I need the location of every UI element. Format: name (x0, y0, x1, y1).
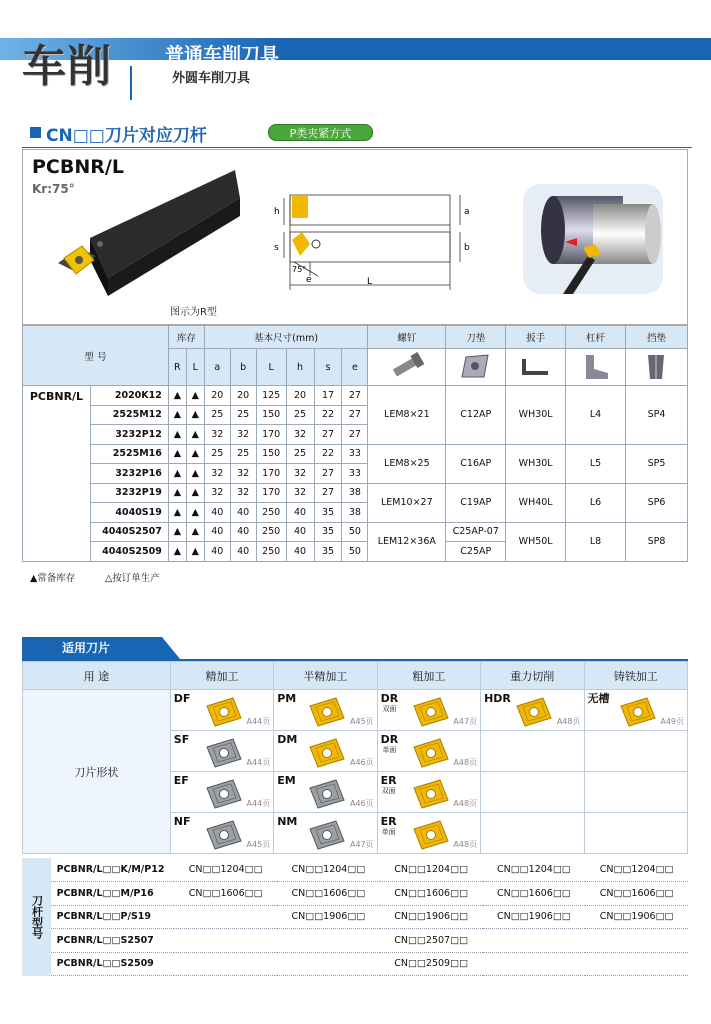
insert-grade: CN□□1204□□ (174, 858, 277, 882)
cell-a: 25 (204, 444, 230, 464)
col-dims: 基本尺寸(mm) (204, 326, 368, 349)
category-title: 车削 (22, 41, 112, 92)
cell-l: ▲ (186, 542, 204, 562)
insert-code-text: NF (173, 815, 191, 828)
insert-icon (617, 696, 659, 731)
cell-a: 32 (204, 464, 230, 484)
cell-r: ▲ (168, 503, 186, 523)
section-bullet-icon (30, 127, 41, 138)
insert-grade: CN□□1204□□ (380, 858, 483, 882)
page-ref: A48页 (453, 799, 478, 808)
cell-e: 33 (342, 464, 368, 484)
holder-side-label: 刀杆型号 (22, 858, 51, 976)
cell-s: 22 (314, 444, 342, 464)
insert-code (174, 693, 191, 704)
spec-row (23, 444, 688, 464)
insert-cell (170, 731, 273, 772)
cell-h: 40 (286, 542, 314, 562)
page-ref: A47页 (453, 717, 478, 726)
col-heavy: 重力切削 (481, 662, 584, 690)
insert-grade: CN□□1204□□ (585, 858, 688, 882)
cell-b: 32 (230, 425, 256, 445)
cell-screw: LEM12×36A (368, 522, 446, 561)
col-use: 用 途 (23, 662, 171, 690)
cell-L: 125 (256, 386, 286, 406)
cell-s: 17 (314, 386, 342, 406)
cell-l: ▲ (186, 425, 204, 445)
cell-s: 27 (314, 425, 342, 445)
col-finish: 精加工 (170, 662, 273, 690)
map-row (22, 952, 688, 976)
inserts-table (22, 661, 688, 854)
page-ref: A49页 (660, 717, 684, 726)
cell-wrench: WH40L (506, 483, 566, 522)
insert-grade (585, 952, 688, 976)
model-code: 3232P19 (90, 483, 168, 503)
col-screw: 螺钉 (368, 326, 446, 349)
insert-code-text: NM (277, 815, 298, 828)
model-code: 4040S2507 (90, 522, 168, 542)
insert-code-text: EF (173, 774, 189, 787)
insert-cell (377, 772, 480, 813)
col-shim: 挡垫 (625, 326, 687, 349)
cell-l: ▲ (186, 522, 204, 542)
cell-L: 150 (256, 405, 286, 425)
cell-r: ▲ (168, 386, 186, 406)
insert-cell (481, 813, 584, 854)
insert-side: 单面 (381, 828, 396, 836)
model-code: 3232P16 (90, 464, 168, 484)
insert-grade (174, 905, 277, 929)
col-rough: 粗加工 (377, 662, 480, 690)
insert-grade: CN□□1204□□ (483, 858, 586, 882)
cell-h: 25 (286, 405, 314, 425)
model-code: 3232P12 (90, 425, 168, 445)
insert-grade (277, 929, 380, 953)
dim-a: a (464, 207, 470, 217)
insert-code (277, 816, 297, 827)
holder-name: PCBNR/L□□M/P16 (51, 882, 175, 906)
header-divider (130, 66, 132, 100)
insert-cell (584, 690, 687, 731)
insert-cell (170, 813, 273, 854)
insert-row (23, 690, 688, 731)
cell-e: 50 (342, 522, 368, 542)
page-ref: A45页 (349, 717, 374, 726)
sub-b: b (230, 349, 256, 386)
map-row (22, 929, 688, 953)
insert-grade (277, 952, 380, 976)
cell-a: 40 (204, 522, 230, 542)
cell-a: 32 (204, 425, 230, 445)
insert-cell (481, 731, 584, 772)
insert-code-text: DM (277, 733, 298, 746)
page-ref: A46页 (349, 758, 374, 767)
cell-e: 27 (342, 425, 368, 445)
insert-code-text: SF (173, 733, 190, 746)
col-model: 型 号 (23, 326, 169, 386)
insert-cell (481, 772, 584, 813)
spec-row (23, 386, 688, 406)
cell-a: 40 (204, 542, 230, 562)
cell-s: 35 (314, 522, 342, 542)
cell-l: ▲ (186, 503, 204, 523)
cell-e: 27 (342, 405, 368, 425)
holder-name: PCBNR/L□□S2507 (51, 929, 175, 953)
insert-code (484, 693, 511, 704)
insert-grade: CN□□1906□□ (585, 905, 688, 929)
page-ref: A44页 (246, 799, 271, 808)
cell-screw: LEM10×27 (368, 483, 446, 522)
insert-grade (174, 929, 277, 953)
cell-pad: C25AP-07 (446, 522, 506, 542)
insert-grade (483, 929, 586, 953)
insert-grade: CN□□2509□□ (380, 952, 483, 976)
sub-l: L (186, 349, 204, 386)
sub-s: s (314, 349, 342, 386)
cell-pad: C25AP (446, 542, 506, 562)
insert-cell (274, 813, 377, 854)
cell-s: 27 (314, 464, 342, 484)
col-lever: 杠杆 (566, 326, 626, 349)
page-ref: A47页 (349, 840, 374, 849)
cell-L: 250 (256, 542, 286, 562)
insert-side: 单面 (382, 746, 397, 754)
insert-icon (203, 696, 245, 731)
insert-cell (170, 690, 273, 731)
clamp-type-badge: P类夹紧方式 (268, 124, 373, 141)
insert-icon (203, 737, 245, 772)
dim-L: L (367, 277, 373, 287)
cell-r: ▲ (168, 464, 186, 484)
insert-code-text: DR (380, 692, 399, 705)
insert-icon (513, 696, 555, 731)
cell-b: 40 (230, 542, 256, 562)
cell-l: ▲ (186, 444, 204, 464)
insert-grade: CN□□1204□□ (277, 858, 380, 882)
model-code: 4040S2509 (90, 542, 168, 562)
cell-pad: C19AP (446, 483, 506, 522)
page-ref: A48页 (453, 758, 478, 767)
cell-h: 25 (286, 444, 314, 464)
col-stock: 库存 (168, 326, 204, 349)
insert-grade (174, 952, 277, 976)
cell-e: 38 (342, 483, 368, 503)
sub-r: R (168, 349, 186, 386)
page-title: 普通车削刀具 (165, 44, 280, 66)
cell-r: ▲ (168, 483, 186, 503)
insert-icon (410, 819, 452, 854)
sub-len: L (256, 349, 286, 386)
insert-grade (585, 929, 688, 953)
cell-pad: C12AP (446, 386, 506, 445)
insert-code (174, 775, 189, 786)
tool-kr-angle: Kr:75° (32, 182, 75, 196)
sub-h: h (286, 349, 314, 386)
insert-code (381, 775, 397, 795)
col-pad: 刀垫 (446, 326, 506, 349)
cell-h: 32 (286, 425, 314, 445)
insert-icon (306, 737, 348, 772)
insert-grade: CN□□1906□□ (277, 905, 380, 929)
screw-icon (368, 349, 446, 386)
model-family: PCBNR/L (23, 386, 91, 562)
page-ref: A44页 (246, 758, 271, 767)
map-row (22, 905, 688, 929)
cell-r: ▲ (168, 542, 186, 562)
cell-wrench: WH30L (506, 386, 566, 445)
insert-icon (410, 778, 452, 813)
dim-s: s (274, 243, 279, 253)
cell-e: 33 (342, 444, 368, 464)
col-castiron: 铸铁加工 (584, 662, 687, 690)
insert-grade (483, 952, 586, 976)
insert-grade: CN□□1606□□ (380, 882, 483, 906)
pad-icon (446, 349, 506, 386)
spec-table (22, 325, 688, 562)
map-row (22, 858, 688, 882)
tool-model: PCBNR/L (32, 156, 124, 178)
cell-b: 40 (230, 503, 256, 523)
model-code: 2525M16 (90, 444, 168, 464)
shape-label: 刀片形状 (23, 690, 171, 854)
cell-lever: L6 (566, 483, 626, 522)
insert-code-text: ER (380, 815, 397, 828)
cell-h: 32 (286, 464, 314, 484)
cell-shim: SP4 (625, 386, 687, 445)
cell-screw: LEM8×25 (368, 444, 446, 483)
page-ref: A46页 (349, 799, 374, 808)
cell-b: 32 (230, 464, 256, 484)
insert-icon (203, 819, 245, 854)
insert-icon (410, 696, 452, 731)
sub-a: a (204, 349, 230, 386)
machining-photo (523, 184, 663, 294)
cell-l: ▲ (186, 405, 204, 425)
cell-wrench: WH50L (506, 522, 566, 561)
cell-L: 150 (256, 444, 286, 464)
section-title: CN□□刀片对应刀杆 (46, 126, 207, 146)
page-ref: A48页 (556, 717, 581, 726)
cell-l: ▲ (186, 464, 204, 484)
insert-code (174, 734, 189, 745)
insert-code-text: EM (277, 774, 296, 787)
insert-cell (481, 690, 584, 731)
insert-code-text: DF (173, 692, 191, 705)
col-wrench: 扳手 (506, 326, 566, 349)
spec-row (23, 522, 688, 542)
cell-s: 35 (314, 542, 342, 562)
cell-h: 40 (286, 522, 314, 542)
shim-icon (625, 349, 687, 386)
cell-lever: L4 (566, 386, 626, 445)
cell-s: 35 (314, 503, 342, 523)
cell-L: 170 (256, 483, 286, 503)
cell-l: ▲ (186, 483, 204, 503)
dim-h: h (274, 207, 280, 217)
model-code: 2020K12 (90, 386, 168, 406)
insert-grade: CN□□1606□□ (277, 882, 380, 906)
insert-code (277, 775, 295, 786)
insert-icon (306, 819, 348, 854)
holder-insert-map (22, 858, 688, 976)
holder-name: PCBNR/L□□P/S19 (51, 905, 175, 929)
insert-code-text: HDR (484, 692, 511, 705)
cell-L: 250 (256, 522, 286, 542)
cell-h: 40 (286, 503, 314, 523)
insert-grade: CN□□1606□□ (483, 882, 586, 906)
spec-row (23, 483, 688, 503)
insert-cell (584, 772, 687, 813)
insert-cell (170, 772, 273, 813)
page-ref: A48页 (453, 840, 478, 849)
insert-cell (584, 731, 687, 772)
insert-cell (377, 690, 480, 731)
cell-b: 25 (230, 405, 256, 425)
lever-icon (566, 349, 626, 386)
cell-s: 27 (314, 483, 342, 503)
holder-name: PCBNR/L□□S2509 (51, 952, 175, 976)
page-subtitle: 外圆车削刀具 (172, 71, 251, 86)
insert-code-text: DR (380, 733, 399, 746)
insert-icon (203, 778, 245, 813)
cell-b: 25 (230, 444, 256, 464)
sub-e: e (342, 349, 368, 386)
insert-code (381, 693, 399, 713)
insert-code (277, 693, 296, 704)
insert-grade: CN□□1606□□ (174, 882, 277, 906)
insert-code (381, 734, 399, 754)
insert-side: 双面 (381, 787, 396, 795)
cell-r: ▲ (168, 425, 186, 445)
cell-lever: L8 (566, 522, 626, 561)
insert-icon (410, 737, 452, 772)
insert-grade: CN□□1606□□ (585, 882, 688, 906)
cell-r: ▲ (168, 522, 186, 542)
cell-h: 20 (286, 386, 314, 406)
cell-h: 32 (286, 483, 314, 503)
cell-L: 170 (256, 464, 286, 484)
cell-r: ▲ (168, 444, 186, 464)
cell-l: ▲ (186, 386, 204, 406)
map-row (22, 882, 688, 906)
insert-code-text: PM (277, 692, 297, 705)
cell-r: ▲ (168, 405, 186, 425)
cell-b: 20 (230, 386, 256, 406)
holder-name: PCBNR/L□□K/M/P12 (51, 858, 175, 882)
page-ref: A45页 (246, 840, 271, 849)
wrench-icon (506, 349, 566, 386)
dimension-drawing (270, 180, 495, 300)
cell-lever: L5 (566, 444, 626, 483)
insert-code (277, 734, 297, 745)
model-code: 4040S19 (90, 503, 168, 523)
insert-cell (377, 731, 480, 772)
insert-grade: CN□□1906□□ (380, 905, 483, 929)
model-code: 2525M12 (90, 405, 168, 425)
cell-b: 40 (230, 522, 256, 542)
tool-holder-photo (50, 168, 245, 303)
page-ref: A44页 (246, 717, 271, 726)
cell-shim: SP8 (625, 522, 687, 561)
insert-grade: CN□□1906□□ (483, 905, 586, 929)
insert-code-text: 无槽 (587, 692, 610, 705)
cell-shim: SP6 (625, 483, 687, 522)
inserts-tab-arrow (162, 637, 180, 659)
cell-e: 27 (342, 386, 368, 406)
cell-screw: LEM8×21 (368, 386, 446, 445)
cell-a: 32 (204, 483, 230, 503)
figure-caption: 图示为R型 (170, 307, 217, 318)
cell-pad: C16AP (446, 444, 506, 483)
cell-a: 20 (204, 386, 230, 406)
section-rule (22, 147, 692, 148)
insert-grade: CN□□2507□□ (380, 929, 483, 953)
legend-order: △按订单生产 (105, 573, 160, 584)
cell-b: 32 (230, 483, 256, 503)
cell-L: 170 (256, 425, 286, 445)
cell-e: 38 (342, 503, 368, 523)
insert-cell (584, 813, 687, 854)
insert-icon (306, 778, 348, 813)
inserts-tab: 适用刀片 (22, 637, 162, 659)
insert-side: 双面 (382, 705, 397, 713)
insert-cell (274, 772, 377, 813)
dim-e: e (306, 275, 312, 285)
insert-code (588, 693, 610, 704)
insert-cell (377, 813, 480, 854)
cell-s: 22 (314, 405, 342, 425)
insert-cell (274, 731, 377, 772)
col-semifinish: 半精加工 (274, 662, 377, 690)
cell-a: 40 (204, 503, 230, 523)
cell-shim: SP5 (625, 444, 687, 483)
cell-e: 50 (342, 542, 368, 562)
dim-b: b (464, 243, 470, 253)
insert-code (174, 816, 191, 827)
insert-code (381, 816, 397, 836)
insert-code-text: ER (380, 774, 397, 787)
insert-icon (306, 696, 348, 731)
cell-wrench: WH30L (506, 444, 566, 483)
cell-L: 250 (256, 503, 286, 523)
dim-angle: 75° (292, 265, 307, 274)
cell-a: 25 (204, 405, 230, 425)
insert-cell (274, 690, 377, 731)
legend-stock: ▲常备库存 (30, 573, 76, 584)
